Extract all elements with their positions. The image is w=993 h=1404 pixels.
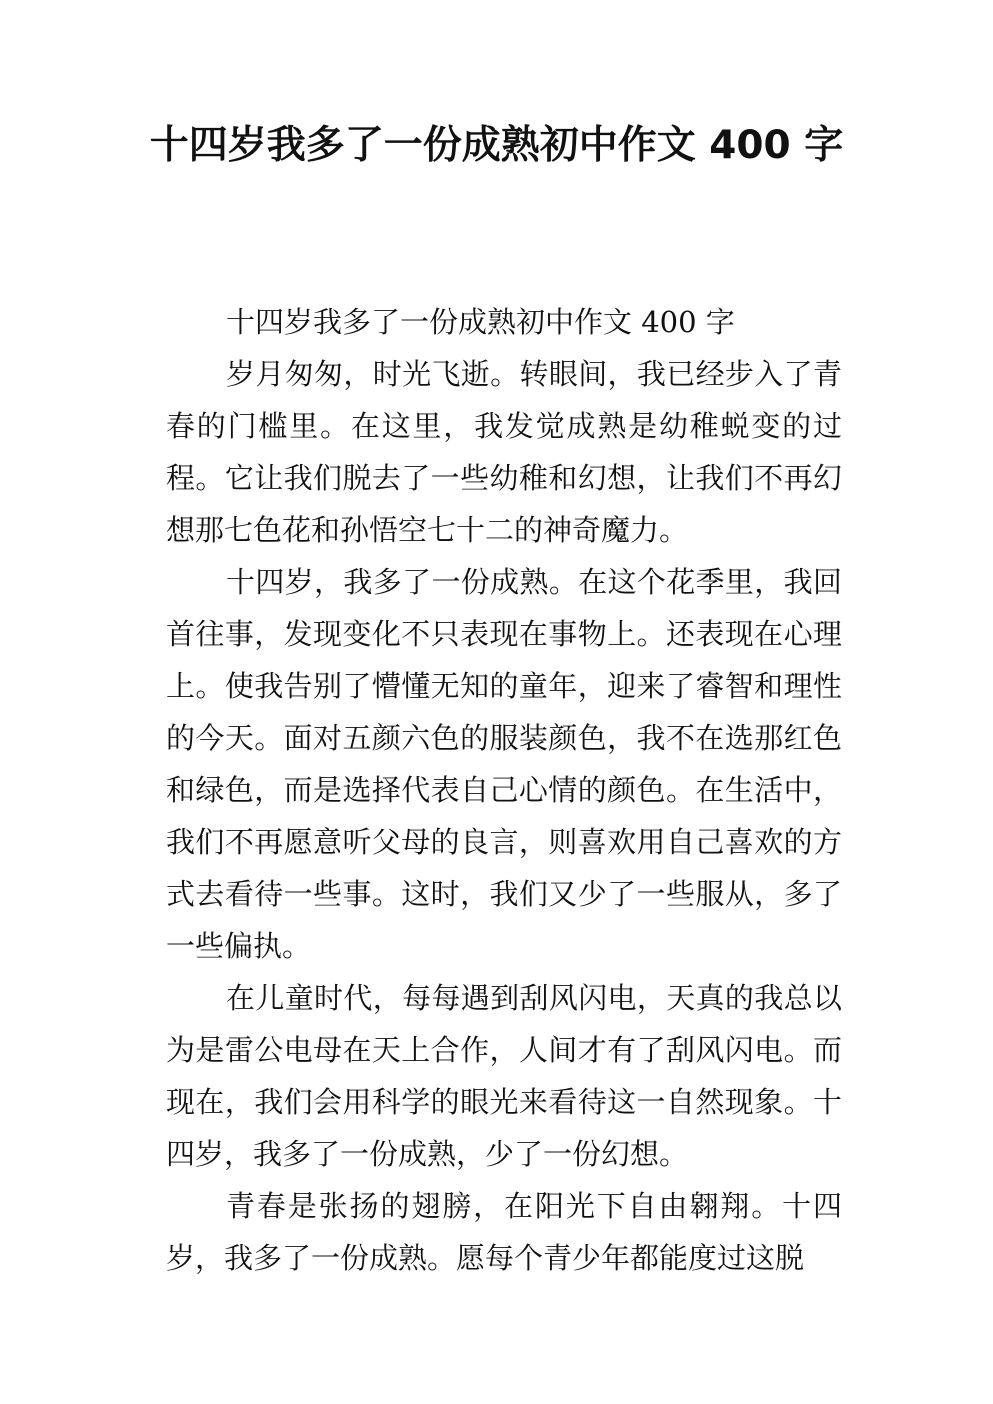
paragraph: 十四岁，我多了一份成熟。在这个花季里，我回首往事，发现变化不只表现在事物上。还表现在心理上。使我告别了懵懂无知的童年，迎来了睿智和理性的今天。面对五颜六色的服装颜色，我不在选那红色和绿色，而是选择代表自己心情的颜色。在生活中，我们不再愿意听父母的良言，则喜欢用自己喜欢的方式去看待一些事。这时，我们又少了一些服从，多了一些偏执。: [166, 565, 842, 963]
paragraph: 青春是张扬的翅膀，在阳光下自由翱翔。十四岁，我多了一份成熟。愿每个青少年都能度过这脱: [166, 1189, 842, 1275]
paragraph: 在儿童时代，每每遇到刮风闪电，天真的我总以为是雷公电母在天上合作，人间才有了刮风闪电。而现在，我们会用科学的眼光来看待这一自然现象。十四岁，我多了一份成熟，少了一份幻想。: [166, 981, 842, 1171]
document-body: [166, 296, 842, 1284]
document-title: 十四岁我多了一份成熟初中作文 400 字: [149, 123, 844, 168]
paragraph-heading: 十四岁我多了一份成熟初中作文 400 字: [226, 305, 735, 339]
paragraph: 岁月匆匆，时光飞逝。转眼间，我已经步入了青春的门槛里。在这里，我发觉成熟是幼稚蜕变的过程。它让我们脱去了一些幼稚和幻想，让我们不再幻想那七色花和孙悟空七十二的神奇魔力。: [166, 357, 842, 547]
